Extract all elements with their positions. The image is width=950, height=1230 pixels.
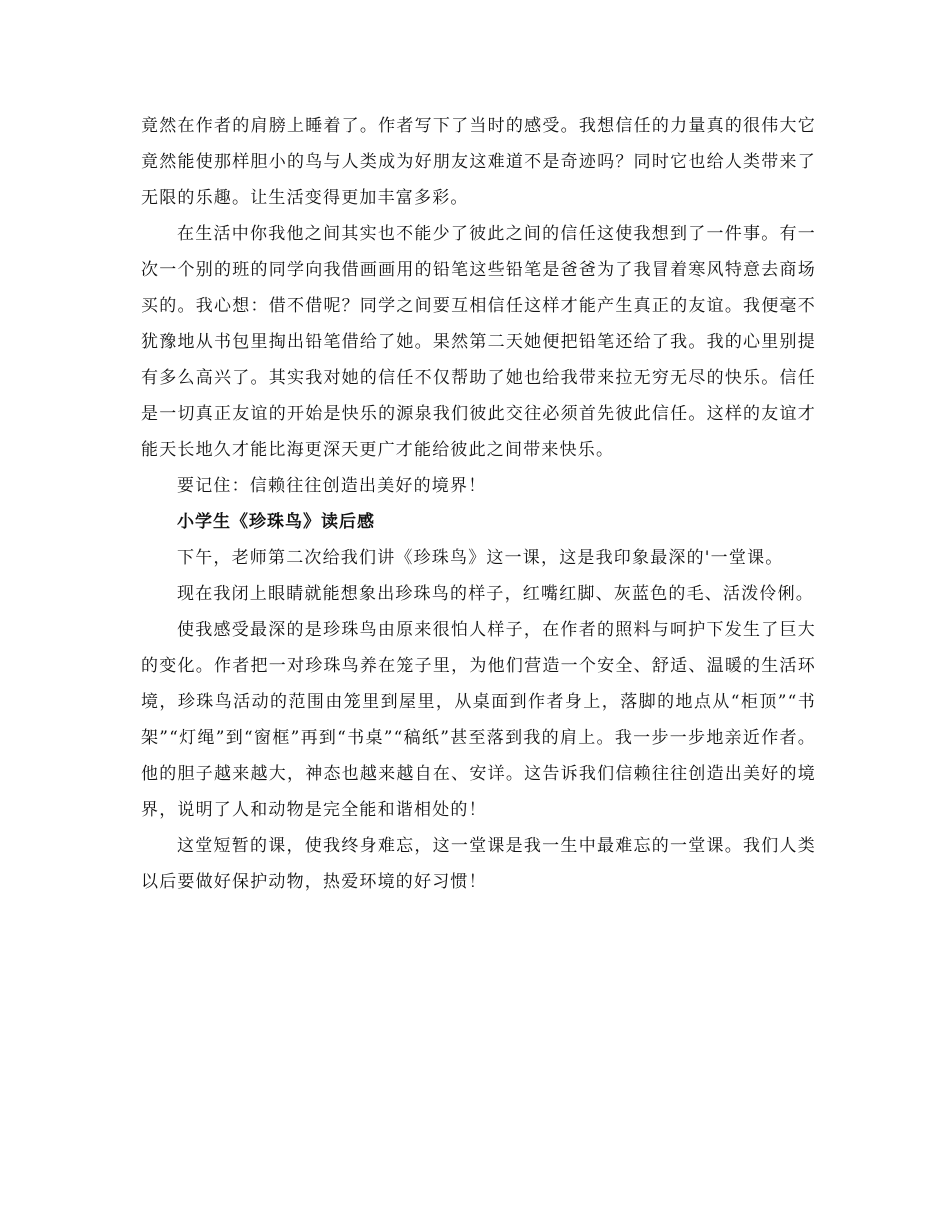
paragraph-conclusion: 这堂短暂的课，使我终身难忘，这一堂课是我一生中最难忘的一堂课。我们人类以后要做好保护动物，热爱环境的好习惯！ [141,836,816,892]
section-heading: 小学生《珍珠鸟》读后感 [177,512,375,532]
paragraph-continuation: 竟然在作者的肩膀上睡着了。作者写下了当时的感受。我想信任的力量真的很伟大它竟然能使那样胆小的鸟与人类成为好朋友这难道不是奇迹吗？同时它也给人类带来了无限的乐趣。让生活变得更加丰富多彩。 [141,116,816,208]
paragraph-imagine: 现在我闭上眼睛就能想象出珍珠鸟的样子，红嘴红脚、灰蓝色的毛、活泼伶俐。 [177,584,814,604]
paragraph-afternoon: 下午，老师第二次给我们讲《珍珠鸟》这一课，这是我印象最深的'一堂课。 [177,548,784,568]
paragraph-feeling: 使我感受最深的是珍珠鸟由原来很怕人样子，在作者的照料与呵护下发生了巨大的变化。作者把一对珍珠鸟养在笼子里，为他们营造一个安全、舒适、温暖的生活环境，珍珠鸟活动的范围由笼里到屋里，从桌面到作者身上，落脚的地点从“柜顶”“书架”“灯绳”到“窗框”再到“书桌”“稿纸”甚至落到我的肩上。我一步一步地亲近作者。他的胆子越来越大，神态也越来越自在、安详。这告诉我们信赖往往创造出美好的境界，说明了人和动物是完全能和谐相处的！ [141,620,816,820]
paragraph-remember: 要记住：信赖往往创造出美好的境界！ [177,476,487,496]
document-body [141,108,816,900]
paragraph-trust-story: 在生活中你我他之间其实也不能少了彼此之间的信任这使我想到了一件事。有一次一个别的班的同学向我借画画用的铅笔这些铅笔是爸爸为了我冒着寒风特意去商场买的。我心想：借不借呢？同学之间要互相信任这样才能产生真正的友谊。我便毫不犹豫地从书包里掏出铅笔借给了她。果然第二天她便把铅笔还给了我。我的心里别提有多么高兴了。其实我对她的信任不仅帮助了她也给我带来拉无穷无尽的快乐。信任是一切真正友谊的开始是快乐的源泉我们彼此交往必须首先彼此信任。这样的友谊才能天长地久才能比海更深天更广才能给彼此之间带来快乐。 [141,224,816,460]
